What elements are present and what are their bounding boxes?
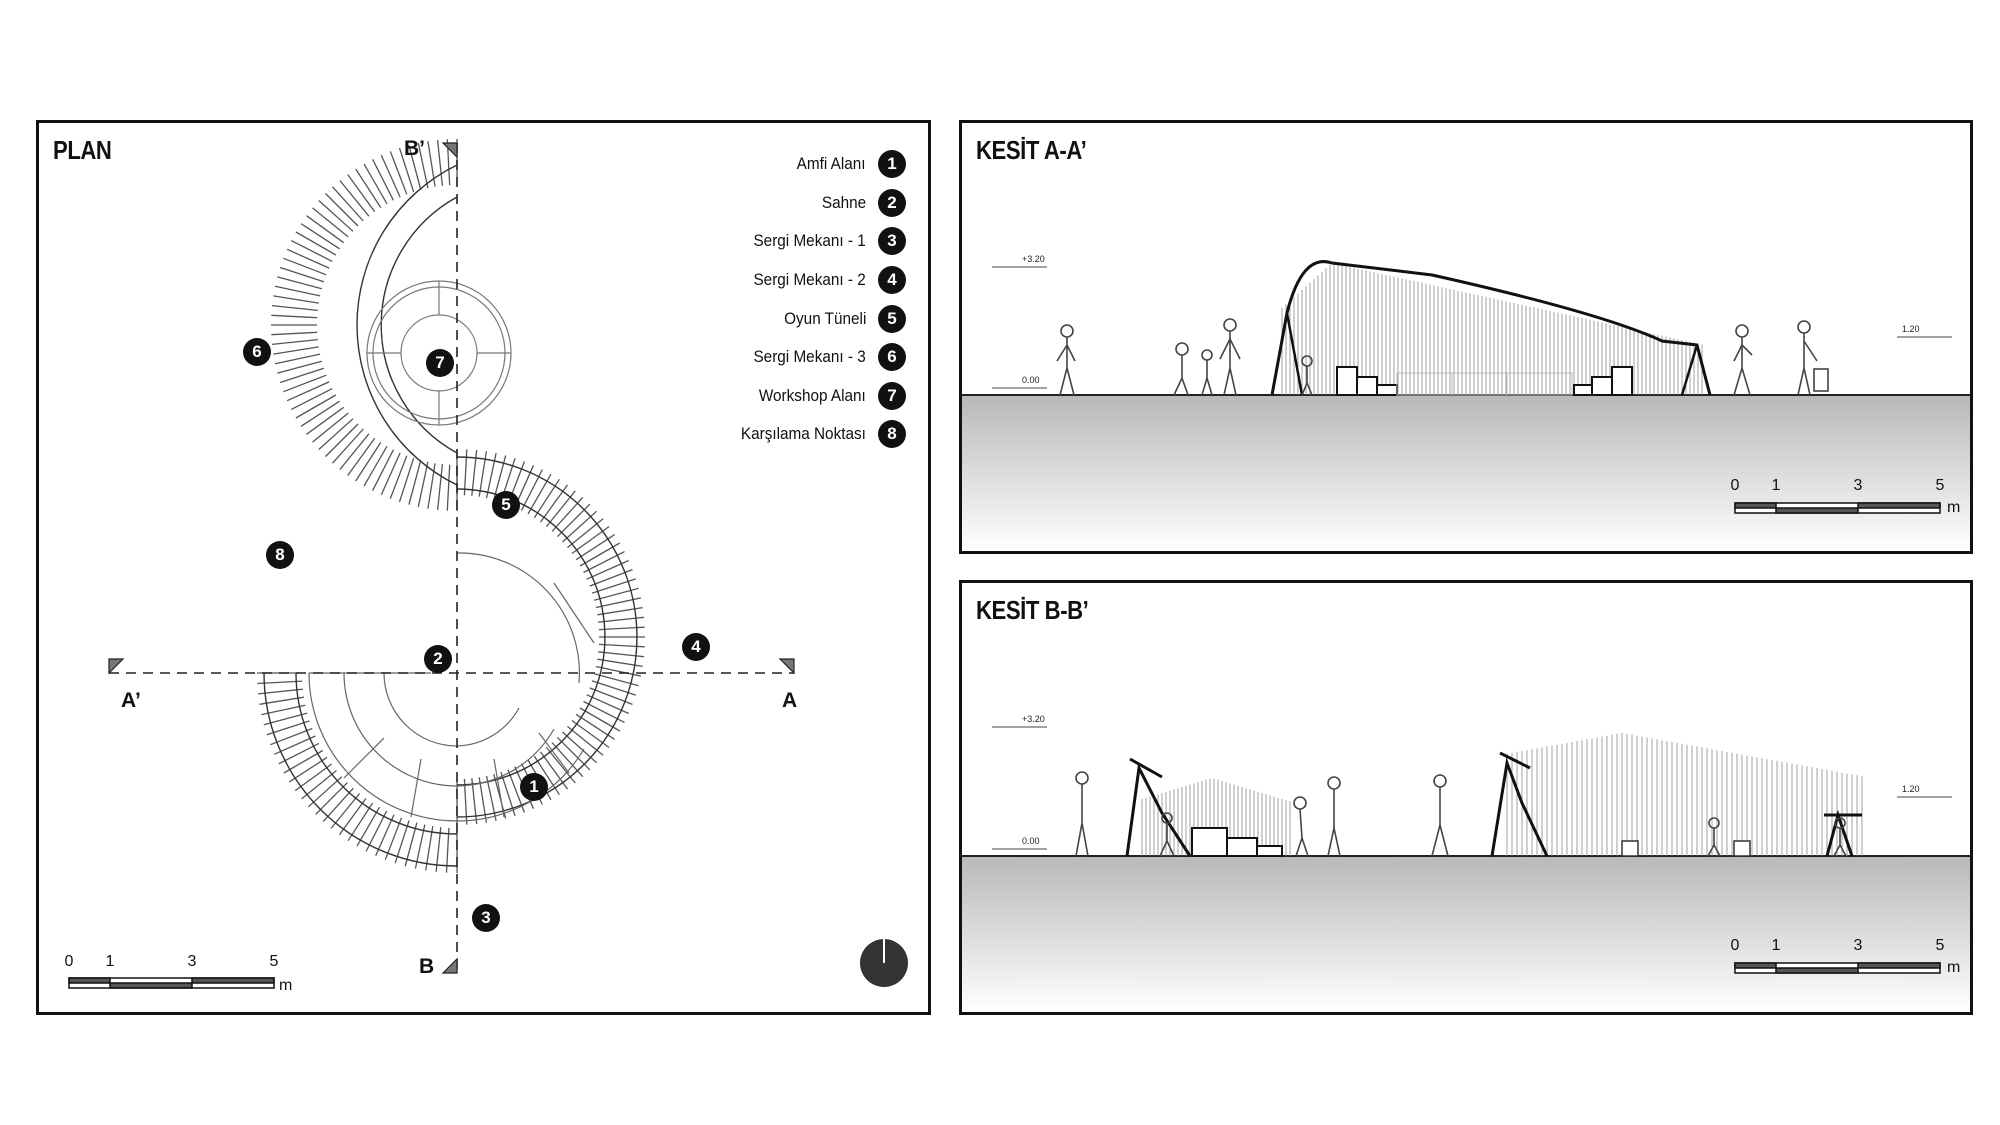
legend-item <box>546 184 906 223</box>
ground-fill <box>962 395 1970 551</box>
marker-oyun-tuneli: 5 <box>492 491 520 519</box>
legend-item <box>546 338 906 377</box>
scale-tick: 3 <box>1853 937 1863 954</box>
aa-scale-labels <box>1730 477 1965 527</box>
legend-number: 8 <box>878 420 906 448</box>
section-bb-title: KESİT B-B’ <box>976 595 1089 625</box>
section-aa-panel <box>959 120 1973 554</box>
level-high-label: +3.20 <box>1022 254 1045 264</box>
section-label-b-prime: B’ <box>404 137 425 160</box>
section-bb-panel <box>959 580 1973 1015</box>
scale-tick: 5 <box>1935 477 1945 494</box>
ground-fill <box>962 856 1970 1012</box>
scale-tick: 5 <box>1935 937 1945 954</box>
legend-label: Workshop Alanı <box>759 385 866 405</box>
scale-tick: 3 <box>187 953 197 970</box>
level-low-label: 0.00 <box>1022 375 1040 385</box>
level-mid-label: 1.20 <box>1902 324 1920 334</box>
legend-label: Amfi Alanı <box>797 154 866 174</box>
marker-workshop: 7 <box>426 349 454 377</box>
legend-number: 4 <box>878 266 906 294</box>
legend-number: 6 <box>878 343 906 371</box>
plan-scale-labels <box>64 953 299 1003</box>
seating-steps <box>1192 828 1282 856</box>
level-mid-label: 1.20 <box>1902 784 1920 794</box>
legend-label: Karşılama Noktası <box>740 424 866 444</box>
small-pavilion-frame <box>1127 768 1190 856</box>
legend-label: Oyun Tüneli <box>783 308 866 328</box>
marker-amfi: 1 <box>520 773 548 801</box>
legend-label: Sergi Mekanı - 3 <box>753 347 866 367</box>
seating-steps <box>1337 367 1632 395</box>
legend-number: 2 <box>878 189 906 217</box>
legend-item <box>546 299 906 338</box>
legend-number: 7 <box>878 382 906 410</box>
scale-unit: m <box>1947 959 1961 976</box>
legend-item <box>546 145 906 184</box>
legend-number: 5 <box>878 305 906 333</box>
scale-tick: 5 <box>269 953 279 970</box>
scale-tick: 0 <box>64 953 74 970</box>
scale-tick: 3 <box>1853 477 1863 494</box>
scale-tick: 1 <box>105 953 115 970</box>
marker-sergi-3: 6 <box>243 338 271 366</box>
legend-item <box>546 222 906 261</box>
scale-unit: m <box>1947 499 1961 516</box>
legend-item <box>546 261 906 300</box>
plan-title: PLAN <box>53 135 112 165</box>
legend-label: Sergi Mekanı - 2 <box>753 270 866 290</box>
legend-item <box>546 377 906 416</box>
level-low-label: 0.00 <box>1022 836 1040 846</box>
legend-label: Sahne <box>821 192 866 212</box>
scale-tick: 0 <box>1730 937 1740 954</box>
marker-karsilama: 8 <box>266 541 294 569</box>
marker-sahne: 2 <box>424 645 452 673</box>
section-label-b: B <box>419 955 435 978</box>
level-high-label: +3.20 <box>1022 714 1045 724</box>
legend-number: 1 <box>878 150 906 178</box>
scale-tick: 1 <box>1771 937 1781 954</box>
scale-tick: 0 <box>1730 477 1740 494</box>
legend-number: 3 <box>878 227 906 255</box>
section-label-a: A <box>782 689 798 712</box>
amphitheater-lines <box>309 553 594 821</box>
bb-scale-labels <box>1730 937 1965 987</box>
marker-sergi-2: 4 <box>682 633 710 661</box>
large-pavilion-frame <box>1492 763 1547 856</box>
legend-label: Sergi Mekanı - 1 <box>753 231 866 251</box>
scale-tick: 1 <box>1771 477 1781 494</box>
scale-unit: m <box>279 977 293 994</box>
plan-panel <box>36 120 931 1015</box>
section-aa-title: KESİT A-A’ <box>976 135 1087 165</box>
plan-legend <box>546 145 906 454</box>
section-label-a-prime: A’ <box>121 689 141 712</box>
marker-sergi-1: 3 <box>472 904 500 932</box>
human-figures <box>1057 319 1828 395</box>
legend-item <box>546 415 906 454</box>
